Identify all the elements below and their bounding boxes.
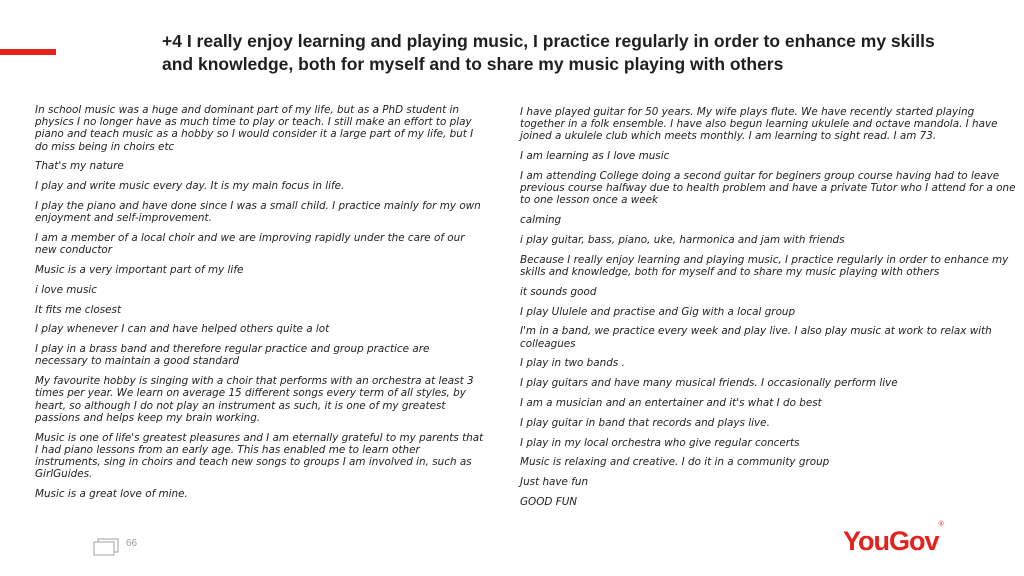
response-item: I play in a brass band and therefore regular practice and group practice are necessary to maintain a good standard — [35, 343, 430, 368]
response-item: I play in my local orchestra who give regular concerts — [520, 436, 800, 449]
right-responses-column — [520, 106, 1018, 516]
accent-bar — [0, 49, 56, 55]
response-item: I have played guitar for 50 years. My wife plays flute. We have recently started playing together in a folk ensemble. I have also begun learning ukulele and octave mandola. I have joined a ukulele club which meets monthly. I am learning to sight read. I am 73. — [520, 106, 998, 143]
registered-mark: ® — [938, 521, 944, 528]
response-item: In school music was a huge and dominant part of my life, but as a PhD student in physics I no longer have as much time to play or teach. I still make an effort to play piano and teach music as a hobby so I would consider it a large part of my life, but I do miss being in choirs etc — [35, 104, 474, 153]
response-item: Music is a great love of mine. — [35, 488, 188, 500]
slides-icon — [92, 538, 120, 556]
response-item: Because I really enjoy learning and playing music, I practice regularly in order to enhance my skills and knowledge, both for myself and to share my music playing with others — [520, 253, 1009, 278]
response-item: I play in two bands . — [520, 357, 625, 370]
response-item: I play Ululele and practise and Gig with a local group — [520, 305, 796, 318]
response-item: I am attending College doing a second guitar for beginers group course having had to leave previous course halfway due to health problem and have a private Tutor who I attend for a one to one lesson once a week — [520, 170, 1016, 207]
response-item: I play guitars and have many musical friends. I occasionally perform live — [520, 377, 898, 390]
response-item: I play and write music every day. It is my main focus in life. — [35, 180, 345, 193]
response-item: calming — [520, 214, 562, 227]
page-number: 66 — [126, 538, 138, 549]
response-item: i love music — [35, 283, 97, 296]
response-item: I play the piano and have done since I was a small child. I practice mainly for my own enjoyment and self-improvement. — [35, 200, 481, 225]
left-responses-column — [35, 104, 485, 508]
response-item: Music is relaxing and creative. I do it in a community group — [520, 456, 830, 469]
response-item: GOOD FUN — [520, 495, 578, 508]
response-item: I'm in a band, we practice every week and play live. I also play music at work to relax with colleagues — [520, 325, 992, 350]
response-item: Just have fun — [520, 476, 589, 489]
response-item: Music is a very important part of my life — [35, 264, 244, 276]
slide-title: +4 I really enjoy learning and playing music, I practice regularly in order to enhance my skills and knowledge, both for myself and to share my music playing with others — [162, 31, 935, 74]
response-item: i play guitar, bass, piano, uke, harmonica and jam with friends — [520, 234, 845, 246]
response-item: Music is one of life's greatest pleasures and I am eternally grateful to my parents that I had piano lessons from an early age. This has enabled me to learn other instruments, sing in choirs and teach new songs to groups I am involved in, such as GirlGuides. — [35, 431, 484, 481]
response-item: It fits me closest — [35, 303, 122, 316]
response-item: I play whenever I can and have helped others quite a lot — [35, 323, 330, 336]
response-item: I am a musician and an entertainer and it's what I do best — [520, 396, 822, 409]
response-item: That's my nature — [35, 160, 124, 173]
response-item: My favourite hobby is singing with a choir that performs with an orchestra at least 3 times per year. We learn on average 15 different songs every term of all styles, by heart, so although I do not play an instrument as such, it is one of my greatest passions and helps keep my brain working. — [35, 375, 474, 424]
response-item: I play guitar in band that records and plays live. — [520, 416, 770, 429]
response-item: I am learning as I love music — [520, 150, 670, 163]
response-item: it sounds good — [520, 285, 597, 298]
brand-name: YouGov — [843, 526, 939, 556]
response-item: I am a member of a local choir and we are improving rapidly under the care of our new conductor — [35, 232, 465, 257]
yougov-logo — [843, 521, 944, 556]
